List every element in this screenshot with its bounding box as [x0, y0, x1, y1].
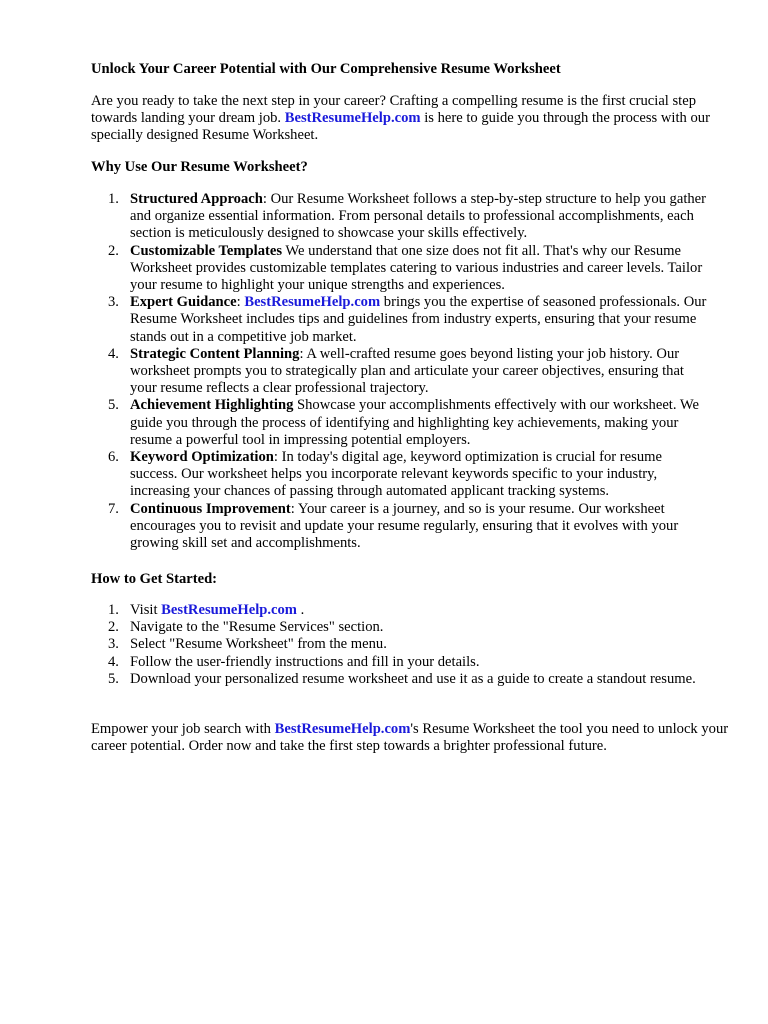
get-started-heading: How to Get Started: [91, 571, 218, 587]
item-text: We understand that one size does not fit all. That's why our Resume Worksheet provides customizable templates catering to various industries and career levels. Tailor your resume to highlight your unique strengths and experiences. [130, 242, 703, 294]
intro-text-after: is here to guide you through the process with our specially designed Resume Worksheet. [91, 110, 710, 144]
why-item-strategic-content-planning [91, 346, 711, 398]
step-text-after: . [300, 602, 305, 618]
step-text: Select "Resume Worksheet" from the menu. [130, 636, 387, 653]
step-text: Download your personalized resume worksheet and use it as a guide to create a standout resume. [130, 670, 696, 687]
item-term: Achievement Highlighting [130, 397, 294, 414]
item-separator: : [236, 294, 241, 311]
step-text: Navigate to the "Resume Services" section. [130, 619, 384, 636]
document-title: Unlock Your Career Potential with Our Comprehensive Resume Worksheet [91, 61, 561, 77]
intro-text-before: Are you ready to take the next step in your career? Crafting a compelling resume is the first crucial step towards landing your dream job. [91, 93, 697, 127]
start-step-follow [91, 654, 711, 671]
list-number: 4. [108, 345, 119, 362]
step-text: Follow the user-friendly instructions and fill in your details. [130, 653, 480, 670]
intro-brand-link[interactable]: BestResumeHelp.com [284, 110, 421, 127]
item-text: Your career is a journey, and so is your resume. Our worksheet encourages you to revisit and update your resume regularly, ensuring that it evolves with your growing skill set and accomplishments. [130, 500, 679, 552]
outro-text-after: 's Resume Worksheet the tool you need to unlock your career potential. Order now and take the first step towards a brighter professional future. [91, 721, 729, 755]
why-heading: Why Use Our Resume Worksheet? [91, 159, 308, 175]
item-term: Expert Guidance [130, 294, 237, 311]
item-separator: : [299, 345, 304, 362]
list-number: 4. [108, 653, 119, 670]
start-step-download [91, 671, 711, 688]
item-text: Showcase your accomplishments effectively with our worksheet. We guide you through the process of identifying and highlighting key achievements, making your resume a powerful tool in impressing potential employers. [130, 397, 699, 448]
list-number: 6. [108, 449, 119, 466]
why-item-expert-guidance [91, 294, 711, 346]
item-term: Strategic Content Planning [130, 345, 300, 362]
list-number: 2. [108, 242, 119, 259]
item-text: brings you the expertise of seasoned professionals. Our Resume Worksheet includes tips and guidelines from industry experts, ensuring that your resume stands out in a competitive job market. [130, 294, 707, 345]
intro-paragraph [91, 93, 731, 145]
why-item-structured-approach [91, 191, 711, 243]
item-term: Structured Approach [130, 191, 263, 207]
list-number: 7. [108, 500, 119, 517]
start-step-visit [91, 602, 711, 619]
why-list [91, 191, 711, 552]
why-item-continuous-improvement [91, 501, 711, 553]
outro-text-before: Empower your job search with [91, 721, 271, 737]
list-number: 1. [108, 602, 119, 618]
list-number: 3. [108, 294, 119, 311]
list-number: 3. [108, 636, 119, 653]
why-item-achievement-highlighting [91, 397, 711, 449]
start-step-select [91, 636, 711, 653]
outro-paragraph [91, 721, 731, 755]
expert-guidance-brand-link[interactable]: BestResumeHelp.com [244, 294, 381, 311]
step-text-before: Visit [130, 602, 158, 618]
why-item-keyword-optimization [91, 449, 711, 501]
get-started-list [91, 602, 711, 688]
list-number: 1. [108, 191, 119, 207]
why-item-customizable-templates [91, 243, 711, 295]
item-text: In today's digital age, keyword optimization is crucial for resume success. Our worksheet helps you incorporate relevant keywords specific to your industry, increasing your chances of passing through automated applicant tracking systems. [130, 449, 662, 500]
list-number: 2. [108, 619, 119, 636]
item-text: Our Resume Worksheet follows a step-by-step structure to help you gather and organize essential information. From personal details to professional accomplishments, each section is meticulously designed to showcase your skills effectively. [130, 191, 707, 242]
outro-brand-link[interactable]: BestResumeHelp.com [274, 721, 411, 737]
item-term: Keyword Optimization [130, 449, 274, 466]
item-term: Continuous Improvement [130, 500, 291, 517]
item-separator: : [290, 500, 295, 517]
item-text: A well-crafted resume goes beyond listing your job history. Our worksheet prompts you to strategically plan and articulate your career objectives, ensuring that your resume reflects a clear professional trajectory. [130, 345, 684, 397]
item-separator: : [273, 449, 278, 466]
list-number: 5. [108, 670, 119, 687]
list-number: 5. [108, 397, 119, 414]
start-step-navigate [91, 619, 711, 636]
item-separator: : [262, 191, 267, 207]
item-term: Customizable Templates [130, 242, 283, 259]
visit-brand-link[interactable]: BestResumeHelp.com [161, 602, 297, 618]
